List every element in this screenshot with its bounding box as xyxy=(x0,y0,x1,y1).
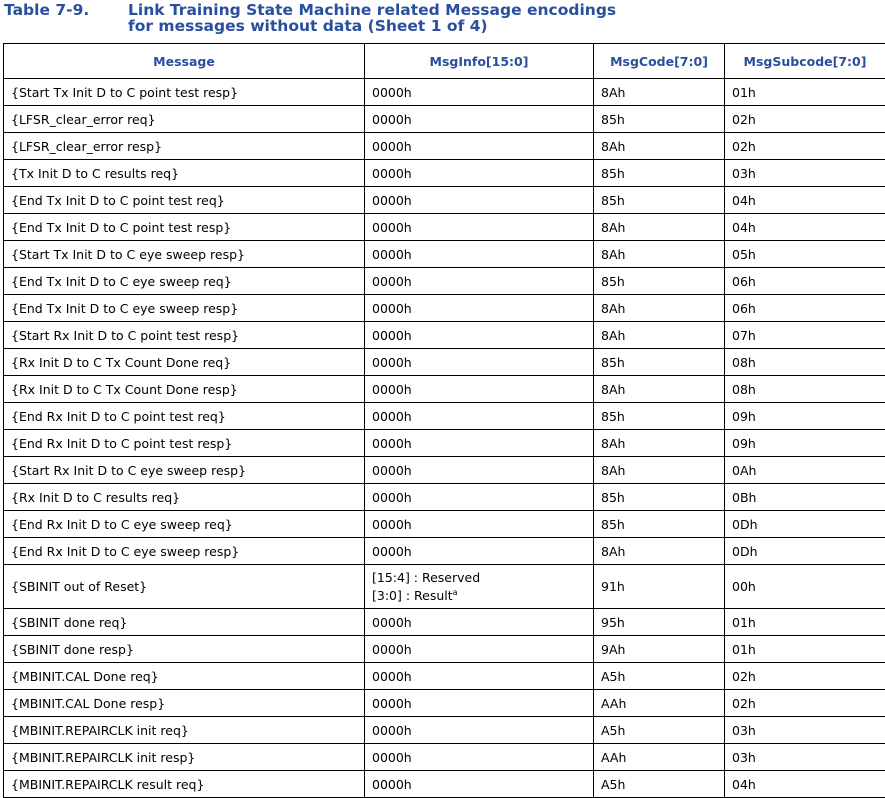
table-row xyxy=(4,214,885,241)
msgcode-cell: 8Ah xyxy=(594,430,725,457)
msginfo-cell: 0000h xyxy=(365,457,594,484)
msginfo-cell: 0000h xyxy=(365,376,594,403)
msgsubcode-cell: 09h xyxy=(725,403,885,430)
msgcode-cell: 8Ah xyxy=(594,133,725,160)
table-title-line1: Link Training State Machine related Message encodings xyxy=(128,2,616,18)
table-row xyxy=(4,565,885,609)
msginfo-cell: 0000h xyxy=(365,241,594,268)
msgsubcode-cell: 0Dh xyxy=(725,538,885,565)
message-cell: {MBINIT.REPAIRCLK result req} xyxy=(4,771,365,798)
message-cell: {Start Tx Init D to C point test resp} xyxy=(4,79,365,106)
msgcode-cell: A5h xyxy=(594,663,725,690)
msgsubcode-cell: 08h xyxy=(725,349,885,376)
message-cell: {Start Rx Init D to C point test resp} xyxy=(4,322,365,349)
msgsubcode-cell: 01h xyxy=(725,609,885,636)
table-row xyxy=(4,717,885,744)
message-cell: {End Rx Init D to C point test resp} xyxy=(4,430,365,457)
table-row xyxy=(4,771,885,798)
msginfo-cell: 0000h xyxy=(365,322,594,349)
message-cell: {MBINIT.REPAIRCLK init resp} xyxy=(4,744,365,771)
message-cell: {Rx Init D to C Tx Count Done req} xyxy=(4,349,365,376)
msgsubcode-cell: 02h xyxy=(725,663,885,690)
message-cell: {MBINIT.REPAIRCLK init req} xyxy=(4,717,365,744)
msginfo-cell: 0000h xyxy=(365,663,594,690)
message-cell: {SBINIT out of Reset} xyxy=(4,565,365,609)
msgcode-cell: AAh xyxy=(594,744,725,771)
table-row xyxy=(4,241,885,268)
msgcode-cell: 8Ah xyxy=(594,376,725,403)
msgsubcode-cell: 01h xyxy=(725,79,885,106)
table-row xyxy=(4,484,885,511)
msgcode-cell: 8Ah xyxy=(594,322,725,349)
message-cell: {SBINIT done resp} xyxy=(4,636,365,663)
msgcode-cell: 85h xyxy=(594,403,725,430)
message-cell: {Tx Init D to C results req} xyxy=(4,160,365,187)
table-row xyxy=(4,511,885,538)
message-cell: {SBINIT done req} xyxy=(4,609,365,636)
msginfo-cell: 0000h xyxy=(365,771,594,798)
msgcode-cell: A5h xyxy=(594,771,725,798)
msginfo-cell: 0000h xyxy=(365,636,594,663)
table-number: Table 7-9. xyxy=(4,2,89,18)
msgsubcode-cell: 04h xyxy=(725,214,885,241)
msgsubcode-cell: 02h xyxy=(725,106,885,133)
table-row xyxy=(4,79,885,106)
footnote-marker: a xyxy=(453,587,458,596)
table-row xyxy=(4,376,885,403)
msgcode-cell: A5h xyxy=(594,717,725,744)
msgcode-cell: 85h xyxy=(594,106,725,133)
table-row xyxy=(4,690,885,717)
msgsubcode-cell: 04h xyxy=(725,771,885,798)
msgsubcode-cell: 05h xyxy=(725,241,885,268)
msgsubcode-cell: 0Dh xyxy=(725,511,885,538)
msgcode-cell: 85h xyxy=(594,349,725,376)
table-body xyxy=(4,79,885,798)
table-row xyxy=(4,295,885,322)
msgsubcode-cell: 03h xyxy=(725,717,885,744)
msgsubcode-cell: 0Ah xyxy=(725,457,885,484)
msgsubcode-cell: 02h xyxy=(725,690,885,717)
msginfo-cell: 0000h xyxy=(365,484,594,511)
msgcode-cell: 8Ah xyxy=(594,79,725,106)
msgcode-cell: 9Ah xyxy=(594,636,725,663)
message-cell: {End Tx Init D to C eye sweep req} xyxy=(4,268,365,295)
msgsubcode-cell: 09h xyxy=(725,430,885,457)
msgcode-cell: AAh xyxy=(594,690,725,717)
msgsubcode-cell: 04h xyxy=(725,187,885,214)
msgsubcode-cell: 03h xyxy=(725,744,885,771)
table-row xyxy=(4,457,885,484)
table-row xyxy=(4,106,885,133)
msgcode-cell: 85h xyxy=(594,268,725,295)
table-row xyxy=(4,609,885,636)
col-header-msgcode: MsgCode[7:0] xyxy=(594,44,725,79)
message-cell: {LFSR_clear_error req} xyxy=(4,106,365,133)
table-row xyxy=(4,349,885,376)
msgcode-cell: 8Ah xyxy=(594,538,725,565)
message-cell: {End Rx Init D to C eye sweep resp} xyxy=(4,538,365,565)
msginfo-cell: 0000h xyxy=(365,430,594,457)
msginfo-cell: 0000h xyxy=(365,79,594,106)
message-cell: {MBINIT.CAL Done resp} xyxy=(4,690,365,717)
msgsubcode-cell: 08h xyxy=(725,376,885,403)
message-cell: {MBINIT.CAL Done req} xyxy=(4,663,365,690)
msginfo-cell: 0000h xyxy=(365,160,594,187)
msginfo-cell: 0000h xyxy=(365,349,594,376)
table-title-line2: for messages without data (Sheet 1 of 4) xyxy=(128,18,488,34)
table-row xyxy=(4,744,885,771)
table-row xyxy=(4,430,885,457)
msginfo-cell: 0000h xyxy=(365,295,594,322)
message-cell: {End Tx Init D to C point test resp} xyxy=(4,214,365,241)
message-cell: {LFSR_clear_error resp} xyxy=(4,133,365,160)
message-cell: {End Rx Init D to C eye sweep req} xyxy=(4,511,365,538)
msginfo-cell: 0000h xyxy=(365,214,594,241)
msginfo-cell: 0000h xyxy=(365,744,594,771)
msgsubcode-cell: 06h xyxy=(725,295,885,322)
table-row xyxy=(4,187,885,214)
msgcode-cell: 95h xyxy=(594,609,725,636)
msgcode-cell: 85h xyxy=(594,511,725,538)
msgsubcode-cell: 06h xyxy=(725,268,885,295)
msgsubcode-cell: 00h xyxy=(725,565,885,609)
msgcode-cell: 85h xyxy=(594,187,725,214)
table-row xyxy=(4,268,885,295)
msginfo-cell: 0000h xyxy=(365,690,594,717)
message-cell: {Start Tx Init D to C eye sweep resp} xyxy=(4,241,365,268)
message-cell: {Rx Init D to C results req} xyxy=(4,484,365,511)
col-header-msgsubcode: MsgSubcode[7:0] xyxy=(725,44,885,79)
msginfo-cell xyxy=(365,565,594,609)
msginfo-line-text: [3:0] : Result xyxy=(372,588,453,603)
msgcode-cell: 8Ah xyxy=(594,214,725,241)
msginfo-line-text: [15:4] : Reserved xyxy=(372,570,480,585)
msgcode-cell: 91h xyxy=(594,565,725,609)
col-header-message: Message xyxy=(4,44,365,79)
msginfo-cell: 0000h xyxy=(365,403,594,430)
msginfo-cell: 0000h xyxy=(365,268,594,295)
msginfo-cell: 0000h xyxy=(365,538,594,565)
msgcode-cell: 8Ah xyxy=(594,457,725,484)
table-row xyxy=(4,160,885,187)
msginfo-line xyxy=(372,587,593,605)
message-cell: {End Rx Init D to C point test req} xyxy=(4,403,365,430)
header-row xyxy=(4,44,885,79)
msgsubcode-cell: 01h xyxy=(725,636,885,663)
message-cell: {Rx Init D to C Tx Count Done resp} xyxy=(4,376,365,403)
table-row xyxy=(4,663,885,690)
table-row xyxy=(4,538,885,565)
msgcode-cell: 8Ah xyxy=(594,241,725,268)
table-row xyxy=(4,403,885,430)
msgsubcode-cell: 02h xyxy=(725,133,885,160)
msginfo-cell: 0000h xyxy=(365,106,594,133)
message-cell: {End Tx Init D to C point test req} xyxy=(4,187,365,214)
msginfo-cell: 0000h xyxy=(365,133,594,160)
msginfo-cell: 0000h xyxy=(365,187,594,214)
message-cell: {End Tx Init D to C eye sweep resp} xyxy=(4,295,365,322)
msginfo-cell: 0000h xyxy=(365,717,594,744)
msgcode-cell: 8Ah xyxy=(594,295,725,322)
table-row xyxy=(4,322,885,349)
table-row xyxy=(4,636,885,663)
col-header-msginfo: MsgInfo[15:0] xyxy=(365,44,594,79)
table-row xyxy=(4,133,885,160)
msginfo-cell: 0000h xyxy=(365,511,594,538)
msgsubcode-cell: 03h xyxy=(725,160,885,187)
msgcode-cell: 85h xyxy=(594,160,725,187)
msgsubcode-cell: 07h xyxy=(725,322,885,349)
msgcode-cell: 85h xyxy=(594,484,725,511)
message-cell: {Start Rx Init D to C eye sweep resp} xyxy=(4,457,365,484)
msgsubcode-cell: 0Bh xyxy=(725,484,885,511)
msginfo-line xyxy=(372,569,593,587)
msginfo-cell: 0000h xyxy=(365,609,594,636)
message-encoding-table xyxy=(3,43,885,798)
